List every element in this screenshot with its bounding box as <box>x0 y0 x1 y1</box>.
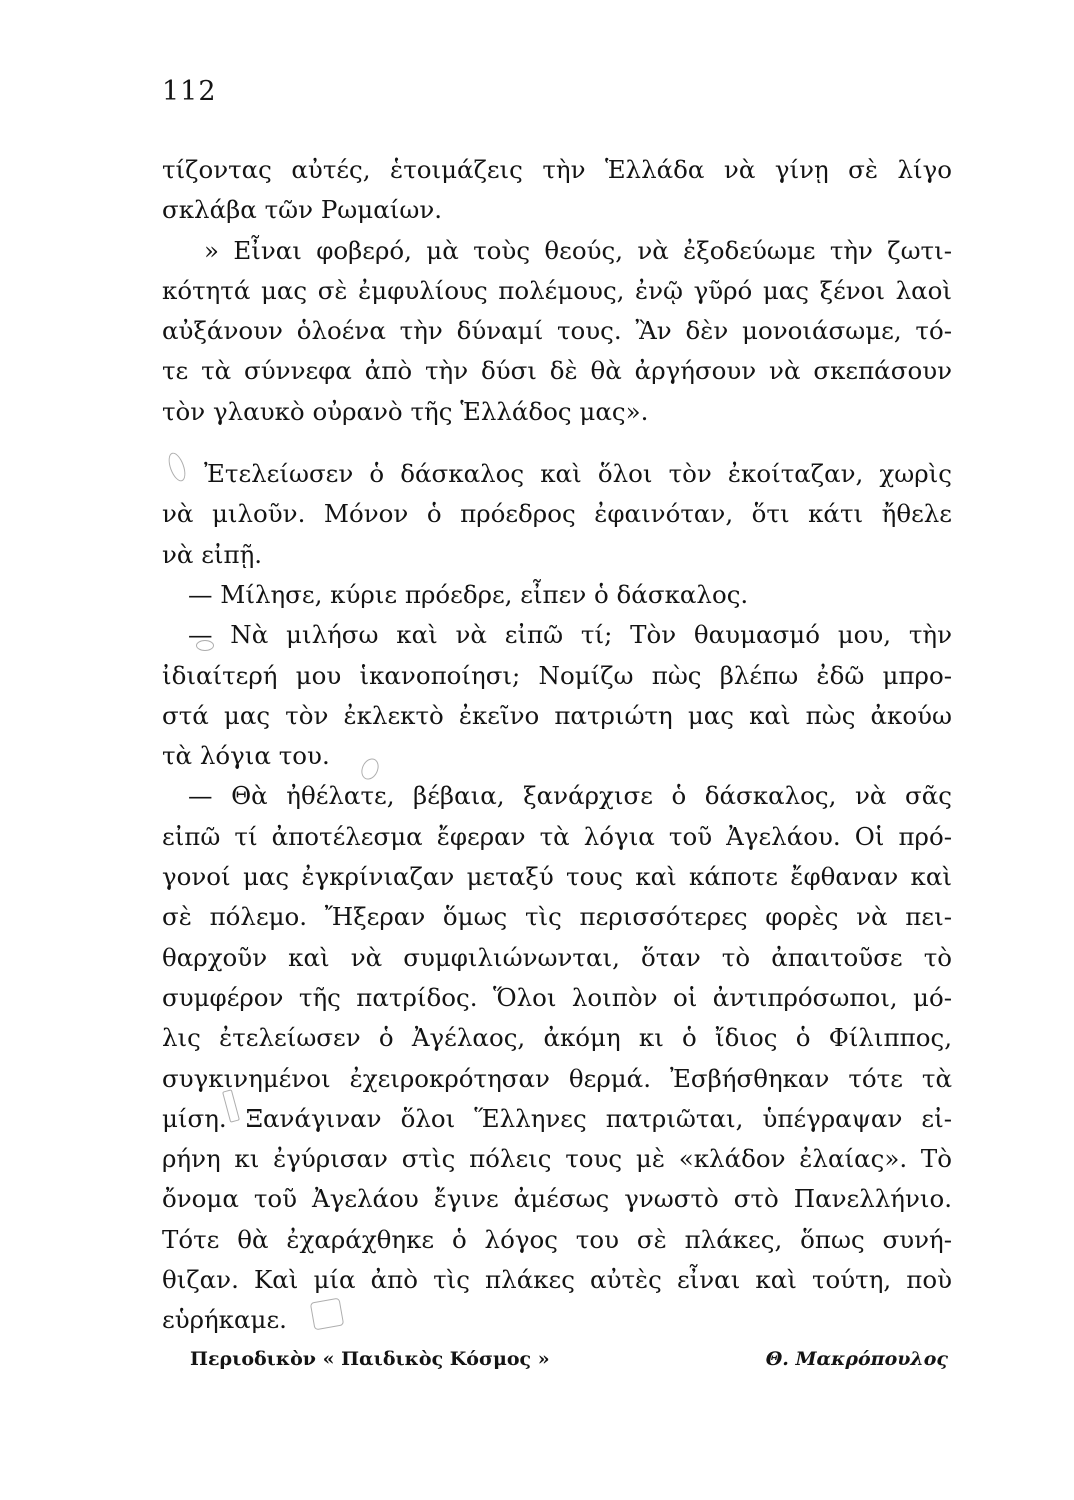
footer-source: Περιοδικὸν « Παιδικὸς Κόσμος » <box>190 1348 550 1370</box>
text-line: εὑρήκαμε. <box>162 1305 287 1335</box>
text-line: Τότε θὰ ἐχαράχθηκε ὁ λόγος του σὲ πλάκες, ὅπως συνή- <box>162 1224 952 1254</box>
page-number: 112 <box>162 76 217 107</box>
text-line: Ἐτελείωσεν ὁ δάσκαλος καὶ ὅλοι τὸν ἐκοίταζαν, χωρὶς <box>204 459 952 489</box>
text-line: θαρχοῦν καὶ νὰ συμφιλιώνωνται, ὅταν τὸ ἀπαιτοῦσε τὸ <box>162 942 952 972</box>
text-line: νὰ εἰπῇ. <box>162 539 263 569</box>
text-line: ρήνη κι ἐγύρισαν στὶς πόλεις τους μὲ «κλάδον ἐλαίας». Τὸ <box>162 1144 952 1174</box>
text-line: νὰ μιλοῦν. Μόνον ὁ πρόεδρος ἐφαινόταν, ὅτι κάτι ἤθελε <box>162 499 952 529</box>
text-line: γονοί μας ἐγκρίνιαζαν μεταξύ τους καὶ κάποτε ἔφθαναν καὶ <box>162 862 952 892</box>
paragraph-gap <box>162 432 952 454</box>
text-line: » Εἶναι φοβερό, μὰ τοὺς θεούς, νὰ ἐξοδεύωμε τὴν ζωτι- <box>204 235 952 265</box>
text-line: — Μίλησε, κύριε πρόεδρε, εἶπεν ὁ δάσκαλος. <box>188 579 749 609</box>
pencil-mark <box>310 1298 344 1331</box>
text-line: — Νὰ μιλήσω καὶ νὰ εἰπῶ τί; Τὸν θαυμασμό μου, τὴν <box>188 620 952 650</box>
text-line: τὰ λόγια του. <box>162 741 330 771</box>
text-line: σκλάβα τῶν Ρωμαίων. <box>162 195 443 225</box>
text-line: — Θὰ ἠθέλατε, βέβαια, ξανάρχισε ὁ δάσκαλος, νὰ σᾶς <box>188 781 952 811</box>
text-line: σὲ πόλεμο. Ἤξεραν ὅμως τὶς περισσότερες φορὲς νὰ πει- <box>162 902 952 932</box>
text-line: τίζοντας αὐτές, ἑτοιμάζεις τὴν Ἑλλάδα νὰ γίνῃ σὲ λίγο <box>162 155 952 184</box>
text-line: εἰπῶ τί ἀποτέλεσμα ἔφεραν τὰ λόγια τοῦ Ἀγελάου. Οἱ πρό- <box>162 821 952 851</box>
text-line: συγκινημένοι ἐχειροκρότησαν θερμά. Ἐσβήσθηκαν τότε τὰ <box>162 1063 952 1093</box>
text-line: τε τὰ σύννεφα ἀπὸ τὴν δύσι δὲ θὰ ἀργήσουν νὰ σκεπάσουν <box>162 356 952 386</box>
text-line: λις ἐτελείωσεν ὁ Ἀγέλαος, ἀκόμη κι ὁ ἴδιος ὁ Φίλιππος, <box>162 1023 952 1053</box>
text-line: ὄνομα τοῦ Ἀγελάου ἔγινε ἀμέσως γνωστὸ στὸ Πανελλήνιο. <box>162 1184 952 1214</box>
text-line: κότητά μας σὲ ἐμφυλίους πολέμους, ἐνῷ γῦρό μας ξένοι λαοὶ <box>162 275 952 305</box>
text-line: στά μας τὸν ἐκλεκτὸ ἐκεῖνο πατριώτη μας καὶ πὼς ἀκούω <box>162 700 952 730</box>
text-line: τὸν γλαυκὸ οὐρανὸ τῆς Ἑλλάδος μας». <box>162 396 649 426</box>
text-line: μίση. Ξανάγιναν ὅλοι Ἕλληνες πατριῶται, ὑπέγραψαν εἰ- <box>162 1103 952 1133</box>
footer-author: Θ. Μακρόπουλος <box>765 1348 948 1370</box>
text-line: αὐξάνουν ὁλοένα τὴν δύναμί τους. Ἂν δὲν μονοιάσωμε, τό- <box>162 316 952 346</box>
pencil-mark <box>196 640 214 651</box>
text-line: συμφέρον τῆς πατρίδος. Ὅλοι λοιπὸν οἱ ἀντιπρόσωποι, μό- <box>162 982 952 1012</box>
text-line: θιζαν. Καὶ μία ἀπὸ τὶς πλάκες αὐτὲς εἶναι καὶ τούτη, ποὺ <box>162 1265 952 1295</box>
text-line: ἰδιαίτερή μου ἱκανοποίησι; Νομίζω πὼς βλέπω ἐδῶ μπρο- <box>162 660 952 690</box>
body-text <box>162 150 952 1341</box>
